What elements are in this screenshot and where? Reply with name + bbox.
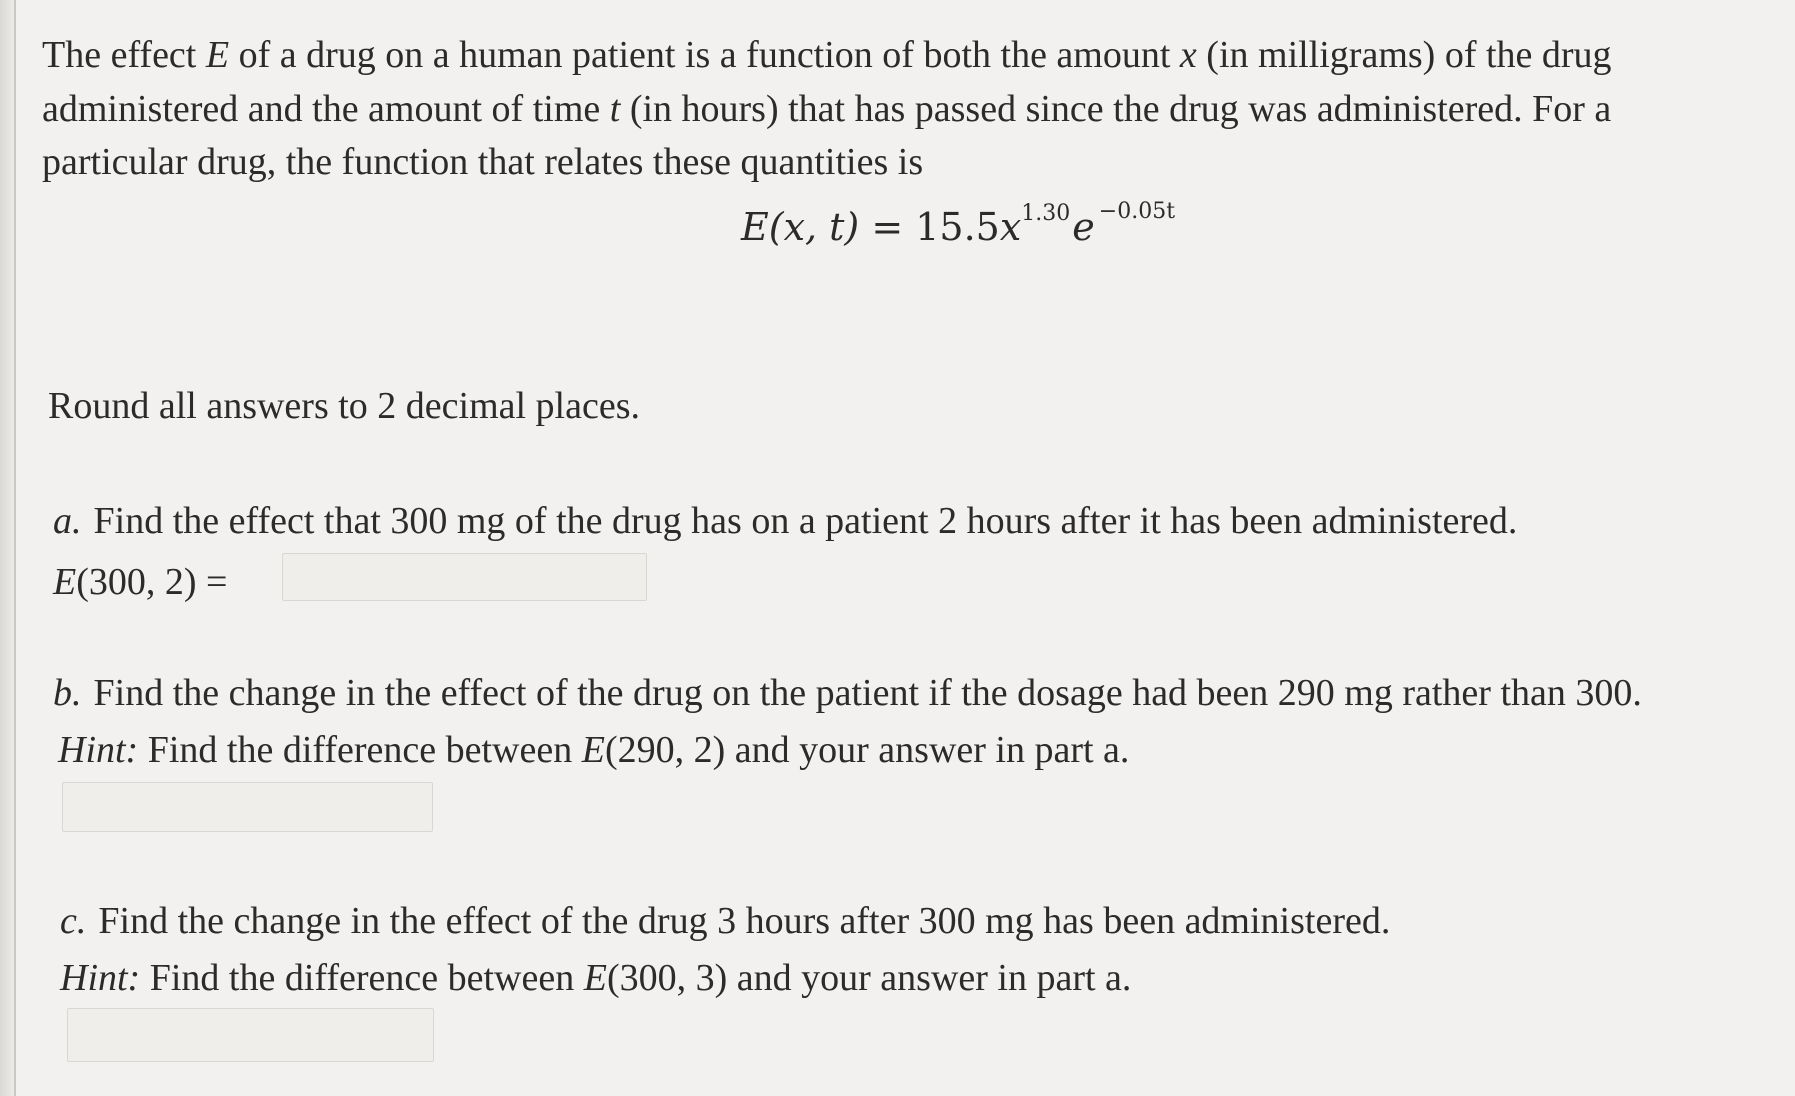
part-c-hint-text: Find the difference between: [140, 957, 584, 999]
variable-E: E: [205, 34, 230, 76]
part-a-expr-E: E: [53, 561, 77, 603]
intro-line-1: [42, 36, 1612, 74]
intro-text: particular drug, the function that relates these quantities is: [42, 141, 924, 183]
variable-t: t: [609, 88, 621, 130]
variable-x: x: [1179, 34, 1197, 76]
part-b-hint-E: E: [581, 729, 605, 771]
formula-exponent-2: −0.05t: [1098, 199, 1176, 224]
formula-base: x: [999, 205, 1022, 249]
part-b-answer-input[interactable]: [62, 782, 433, 832]
part-a-label: a.: [53, 500, 82, 542]
part-c-answer-input[interactable]: [67, 1008, 434, 1062]
part-a-answer-input[interactable]: [282, 553, 647, 601]
part-a-expr-equals: =: [196, 561, 228, 603]
part-b-question: [53, 674, 1642, 712]
part-b-hint: [58, 731, 1129, 769]
intro-text: administered and the amount of time: [42, 88, 610, 130]
part-b-hint-text: and your answer in part a.: [725, 729, 1130, 771]
part-c-hint-args: (300, 3): [606, 957, 728, 999]
formula-exponent-1: 1.30: [1021, 201, 1071, 227]
instruction-text: Round all answers to 2 decimal places.: [48, 385, 641, 427]
left-border: [0, 0, 16, 1096]
part-c-hint-E: E: [583, 957, 607, 999]
part-a-question: [53, 502, 1517, 540]
formula-equals: =: [859, 205, 916, 249]
part-a-question-text: Find the effect that 300 mg of the drug has on a patient 2 hours after it has been administered.: [93, 500, 1518, 542]
formula-e: e: [1072, 205, 1095, 249]
part-c-label: c.: [60, 900, 87, 942]
part-c-hint-label: Hint:: [60, 957, 141, 999]
intro-text: (in milligrams) of the drug: [1196, 34, 1612, 76]
part-a-expr-args: (300, 2): [76, 561, 197, 603]
part-b-label: b.: [53, 672, 82, 714]
intro-line-2: [42, 90, 1611, 128]
part-c-question-text: Find the change in the effect of the drug 3 hours after 300 mg has been administered.: [98, 900, 1391, 942]
part-a-expression: [53, 563, 227, 601]
part-c-hint-text: and your answer in part a.: [727, 957, 1132, 999]
formula-lhs: E(x, t): [741, 205, 860, 249]
part-c-hint: [60, 959, 1131, 997]
part-c-question: [60, 902, 1390, 940]
intro-text: The effect: [42, 34, 206, 76]
formula: [741, 199, 1176, 249]
part-b-question-text: Find the change in the effect of the drug on the patient if the dosage had been 290 mg rather than 300.: [93, 672, 1642, 714]
intro-text: of a drug on a human patient is a function of both the amount: [229, 34, 1180, 76]
intro-text: (in hours) that has passed since the drug was administered. For a: [620, 88, 1612, 130]
formula-coefficient: 15.5: [915, 205, 1000, 249]
part-b-hint-label: Hint:: [58, 729, 139, 771]
intro-line-3: [42, 143, 923, 181]
part-b-hint-text: Find the difference between: [138, 729, 582, 771]
part-b-hint-args: (290, 2): [604, 729, 726, 771]
instruction: [48, 387, 640, 425]
